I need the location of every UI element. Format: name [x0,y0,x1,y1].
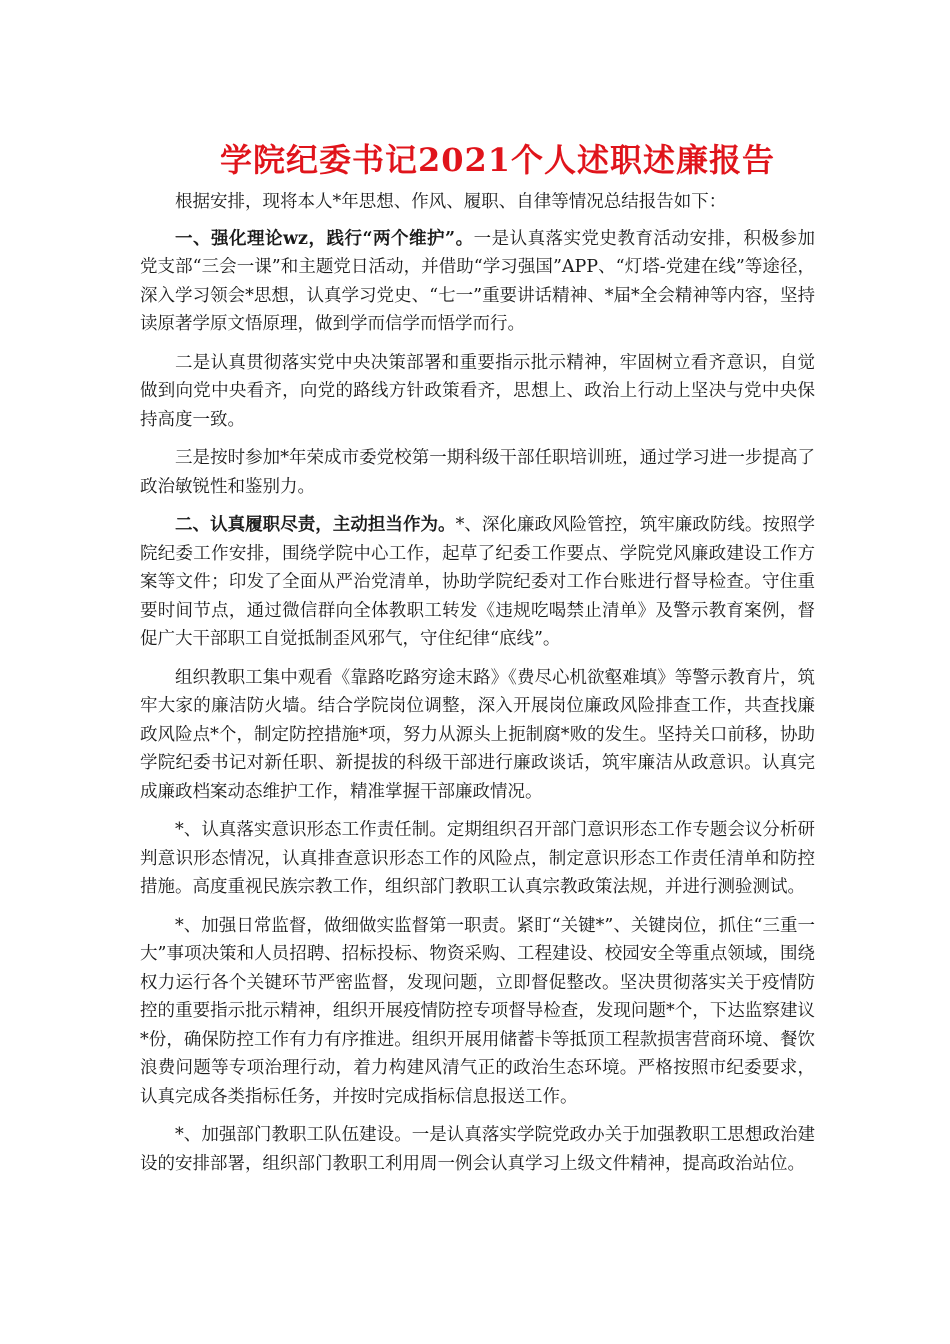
section-heading-2: 二、认真履职尽责，主动担当作为。 [175,515,456,535]
paragraph-8: *、加强部门教职工队伍建设。一是认真落实学院党政办关于加强教职工思想政治建设的安排部署，组织部门教职工利用周一例会认真学习上级文件精神，提高政治站位。 [140,1125,815,1174]
paragraph-3: 三是按时参加*年荣成市委党校第一期科级干部任职培训班，通过学习进一步提高了政治敏锐性和鉴别力。 [140,448,815,497]
intro-paragraph: 根据安排，现将本人*年思想、作风、履职、自律等情况总结报告如下： [175,192,727,212]
paragraph-4 [140,511,815,654]
document-page [140,138,815,1188]
paragraph-1 [140,225,815,339]
paragraph-4-text: *、深化廉政风险管控，筑牢廉政防线。按照学院纪委工作安排，围绕学院中心工作，起草了纪委工作要点、学院党风廉政建设工作方案等文件；印发了全面从严治党清单，协助学院纪委对工作台账进行督导检查。守住重要时间节点，通过微信群向全体教职工转发《违规吃喝禁止清单》及警示教育案例，督促广大干部职工自觉抵制歪风邪气，守住纪律“底线”。 [140,515,816,649]
paragraph-6: *、认真落实意识形态工作责任制。定期组织召开部门意识形态工作专题会议分析研判意识形态情况，认真排查意识形态工作的风险点，制定意识形态工作责任清单和防控措施。高度重视民族宗教工作，组织部门教职工认真宗教政策法规，并进行测验测试。 [140,820,815,897]
paragraph-5: 组织教职工集中观看《靠路吃路穷途末路》《费尽心机欲壑难填》等警示教育片，筑牢大家的廉洁防火墙。结合学院岗位调整，深入开展岗位廉政风险排查工作，共查找廉政风险点*个，制定防控措施*项，努力从源头上扼制腐*败的发生。坚持关口前移，协助学院纪委书记对新任职、新提拔的科级干部进行廉政谈话，筑牢廉洁从政意识。认真完成廉政档案动态维护工作，精准掌握干部廉政情况。 [140,667,815,802]
paragraph-1-text: 一是认真落实党史教育活动安排，积极参加党支部“三会一课”和主题党日活动，并借助“学习强国”APP、“灯塔-党建在线”等途径，深入学习领会*思想，认真学习党史、“七一”重要讲话精神、*届*全会精神等内容，坚持读原著学原文悟原理，做到学而信学而悟学而行。 [140,228,816,334]
paragraph-7: *、加强日常监督，做细做实监督第一职责。紧盯“关键*”、关键岗位，抓住“三重一大”事项决策和人员招聘、招标投标、物资采购、工程建设、校园安全等重点领域，围绕权力运行各个关键环节严密监督，发现问题，立即督促整改。坚决贯彻落实关于疫情防控的重要指示批示精神，组织开展疫情防控专项督导检查，发现问题*个，下达监察建议*份，确保防控工作有力有序推进。组织开展用储蓄卡等抵顶工程款损害营商环境、餐饮浪费问题等专项治理行动，着力构建风清气正的政治生态环境。严格按照市纪委要求，认真完成各类指标任务，并按时完成指标信息报送工作。 [140,915,815,1107]
document-title: 学院纪委书记2021个人述职述廉报告 [219,141,776,179]
paragraph-2: 二是认真贯彻落实党中央决策部署和重要指示批示精神，牢固树立看齐意识，自觉做到向党中央看齐，向党的路线方针政策看齐，思想上、政治上行动上坚决与党中央保持高度一致。 [140,352,815,430]
section-heading-1: 一、强化理论wz，践行“两个维护”。 [175,228,474,249]
